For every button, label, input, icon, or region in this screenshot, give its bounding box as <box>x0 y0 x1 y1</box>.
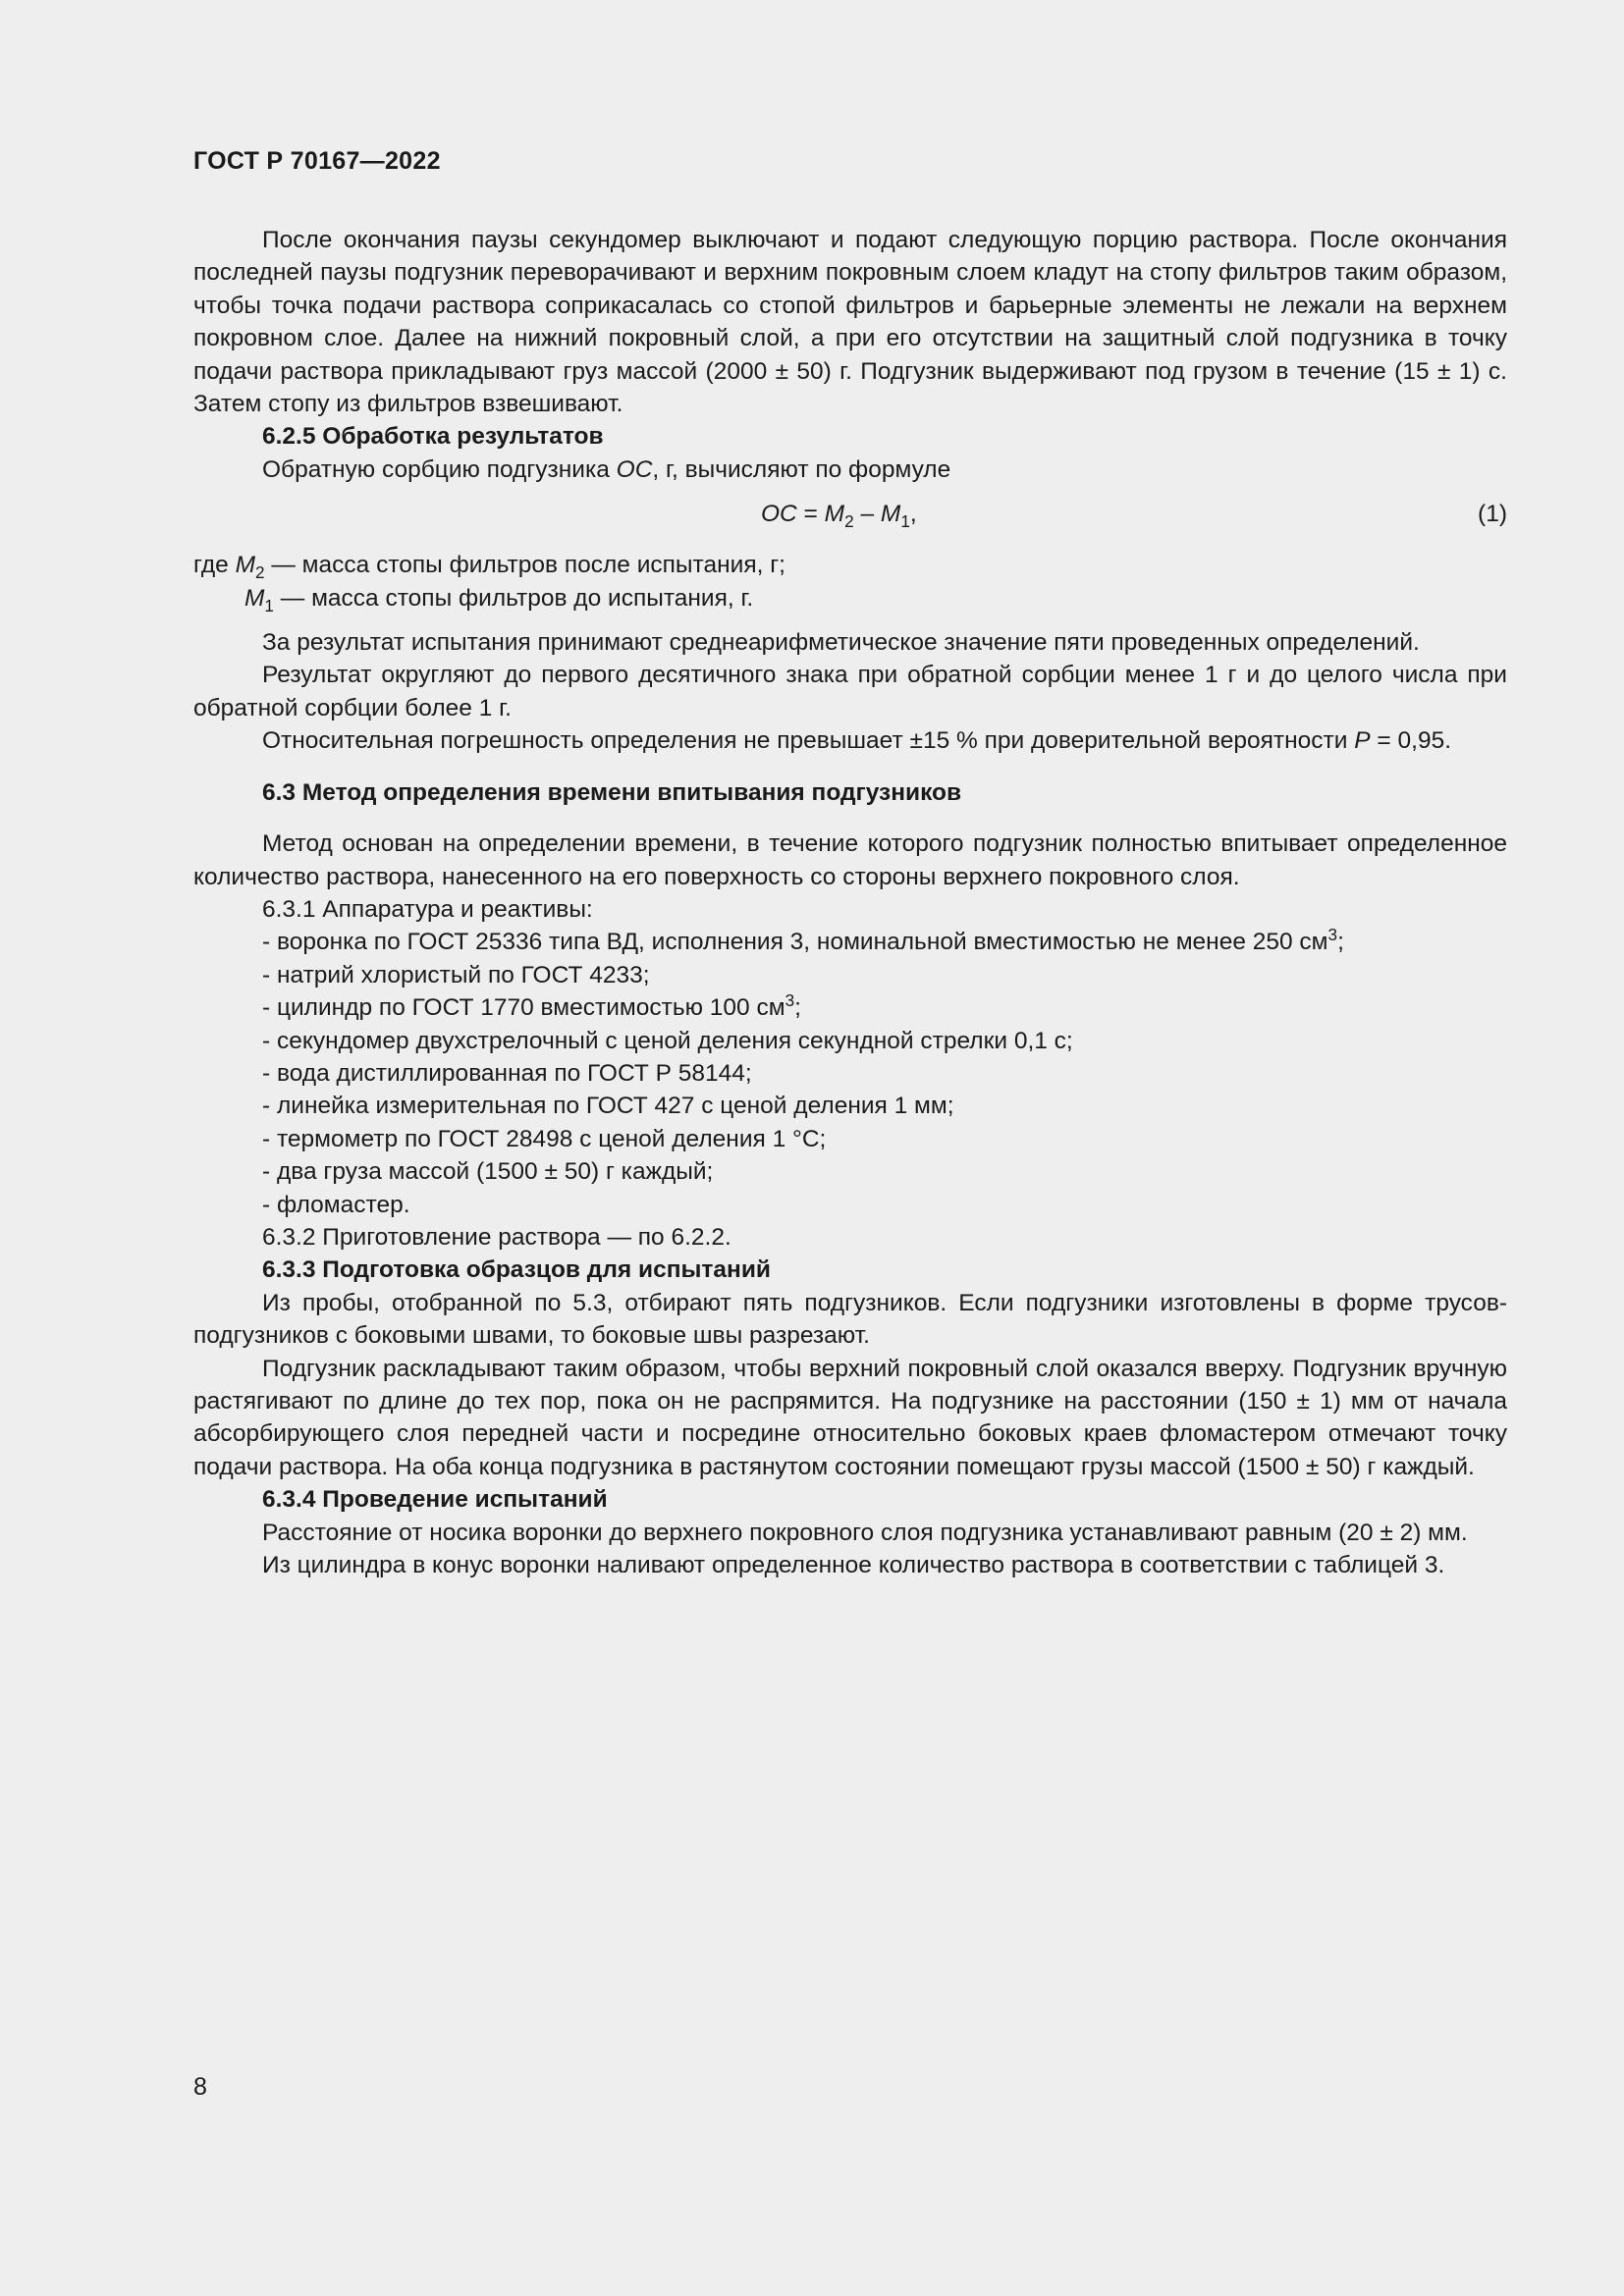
document-header: ГОСТ Р 70167—2022 <box>193 147 441 175</box>
apparatus-list <box>193 926 1507 1221</box>
text-run: , г, вычисляют по формуле <box>652 455 951 483</box>
formula-minus: – <box>853 501 881 528</box>
paragraph-layout: Подгузник раскладывают таким образом, чтобы верхний покровный слой оказался вверху. Подгузник вручную растягивают по длине до тех пор, пока он не распрямится. На подгузнике на расстоянии (150 ± 1) мм от начала абсорбирующего слоя передней части и посредине относительно боковых краев фломастером отмечают точку подачи раствора. На оба конца подгузника в растянутом состоянии помещают грузы массой (1500 ± 50) г каждый. <box>193 1355 1507 1480</box>
where-m1-symbol: M <box>244 584 265 612</box>
superscript: 3 <box>1327 925 1338 945</box>
superscript: 3 <box>785 989 795 1010</box>
heading-6-3-4: 6.3.4 Проведение испытаний <box>262 1486 608 1514</box>
heading-6-3: 6.3 Метод определения времени впитывания подгузников <box>262 778 962 806</box>
variable-oc: ОС <box>616 455 653 483</box>
list-item: - вода дистиллированная по ГОСТ Р 58144; <box>262 1059 752 1087</box>
paragraph-formula-intro <box>193 454 1507 486</box>
text-run: ; <box>1337 929 1344 956</box>
paragraph-method: Метод основан на определении времени, в течение которого подгузник полностью впитывает определенное количество раствора, нанесенного на его поверхность со стороны верхнего покровного слоя. <box>193 830 1507 890</box>
text-run: Обратную сорбцию подгузника <box>262 455 617 483</box>
list-item: - термометр по ГОСТ 28498 с ценой деления 1 °С; <box>262 1125 827 1152</box>
formula-1 <box>761 498 917 530</box>
text-run: - воронка по ГОСТ 25336 типа ВД, исполнения 3, номинальной вместимостью не менее 250 см <box>262 929 1328 956</box>
paragraph-pause-end: После окончания паузы секундомер выключают и подают следующую порцию раствора. После окончания последней паузы подгузник переворачивают и верхним покровным слоем кладут на стопу фильтров таким образом, чтобы точка подачи раствора соприкасалась со стопой фильтров и барьерные элементы не лежали на верхнем покровном слое. Далее на нижний покровный слой, а при его отсутствии на защитный слой подгузника в точку подачи раствора прикладывают груз массой (2000 ± 50) г. Подгузник выдерживают под грузом в течение (15 ± 1) с. Затем стопу из фильтров взвешивают. <box>193 227 1507 418</box>
formula-block <box>193 492 1507 541</box>
document-body <box>193 224 1507 1581</box>
text-run: - цилиндр по ГОСТ 1770 вместимостью 100 см <box>262 994 785 1022</box>
paragraph-result: За результат испытания принимают среднеарифметическое значение пяти проведенных определений. <box>262 629 1420 657</box>
paragraph-pour: Из цилиндра в конус воронки наливают определенное количество раствора в соответствии с таблицей 3. <box>262 1552 1445 1579</box>
paragraph-rounding: Результат округляют до первого десятичного знака при обратной сорбции менее 1 г и до целого числа при обратной сорбции более 1 г. <box>193 662 1507 721</box>
where-prefix: где <box>193 552 236 579</box>
text-run: ; <box>794 994 801 1022</box>
formula-lhs: ОС <box>761 501 797 528</box>
where-m2-desc: — масса стопы фильтров после испытания, г; <box>264 552 785 579</box>
formula-tail: , <box>909 501 917 528</box>
list-item: - фломастер. <box>262 1191 410 1218</box>
list-item: - натрий хлористый по ГОСТ 4233; <box>262 961 650 988</box>
page-number: 8 <box>193 2073 207 2101</box>
list-item: - два груза массой (1500 ± 50) г каждый; <box>262 1158 714 1186</box>
paragraph-error <box>193 724 1507 757</box>
heading-6-3-3: 6.3.3 Подготовка образцов для испытаний <box>262 1256 771 1284</box>
list-item <box>262 926 1507 958</box>
paragraph-sample: Из пробы, отобранной по 5.3, отбирают пять подгузников. Если подгузники изготовлены в форме трусов-подгузников с боковыми швами, то боковые швы разрезают. <box>193 1289 1507 1350</box>
list-item <box>262 991 1507 1024</box>
where-m2 <box>193 549 1507 581</box>
where-m1-desc: — масса стопы фильтров до испытания, г. <box>273 584 754 612</box>
heading-6-2-5: 6.2.5 Обработка результатов <box>262 423 604 451</box>
where-m1 <box>193 582 1507 614</box>
where-m2-symbol: M <box>235 552 255 579</box>
paragraph-6-3-1: 6.3.1 Аппаратура и реактивы: <box>262 895 593 923</box>
formula-m2: M <box>824 501 845 528</box>
paragraph-distance: Расстояние от носика воронки до верхнего покровного слоя подгузника устанавливают равным (20 ± 2) мм. <box>262 1519 1468 1546</box>
where-m2-sub: 2 <box>255 562 265 583</box>
formula-eq: = <box>796 501 825 528</box>
formula-number: (1) <box>1478 501 1507 528</box>
text-run: Относительная погрешность определения не превышает ±15 % при доверительной вероятности <box>262 727 1355 755</box>
list-item: - линейка измерительная по ГОСТ 427 с ценой деления 1 мм; <box>262 1093 954 1120</box>
formula-m1: M <box>880 501 901 528</box>
text-run: = 0,95. <box>1370 727 1452 755</box>
formula-sub-1: 1 <box>900 511 910 532</box>
where-m1-sub: 1 <box>264 595 274 615</box>
formula-sub-2: 2 <box>844 511 854 532</box>
variable-p: P <box>1354 727 1371 755</box>
paragraph-6-3-2: 6.3.2 Приготовление раствора — по 6.2.2. <box>262 1223 731 1251</box>
list-item: - секундомер двухстрелочный с ценой деления секундной стрелки 0,1 с; <box>262 1027 1073 1054</box>
